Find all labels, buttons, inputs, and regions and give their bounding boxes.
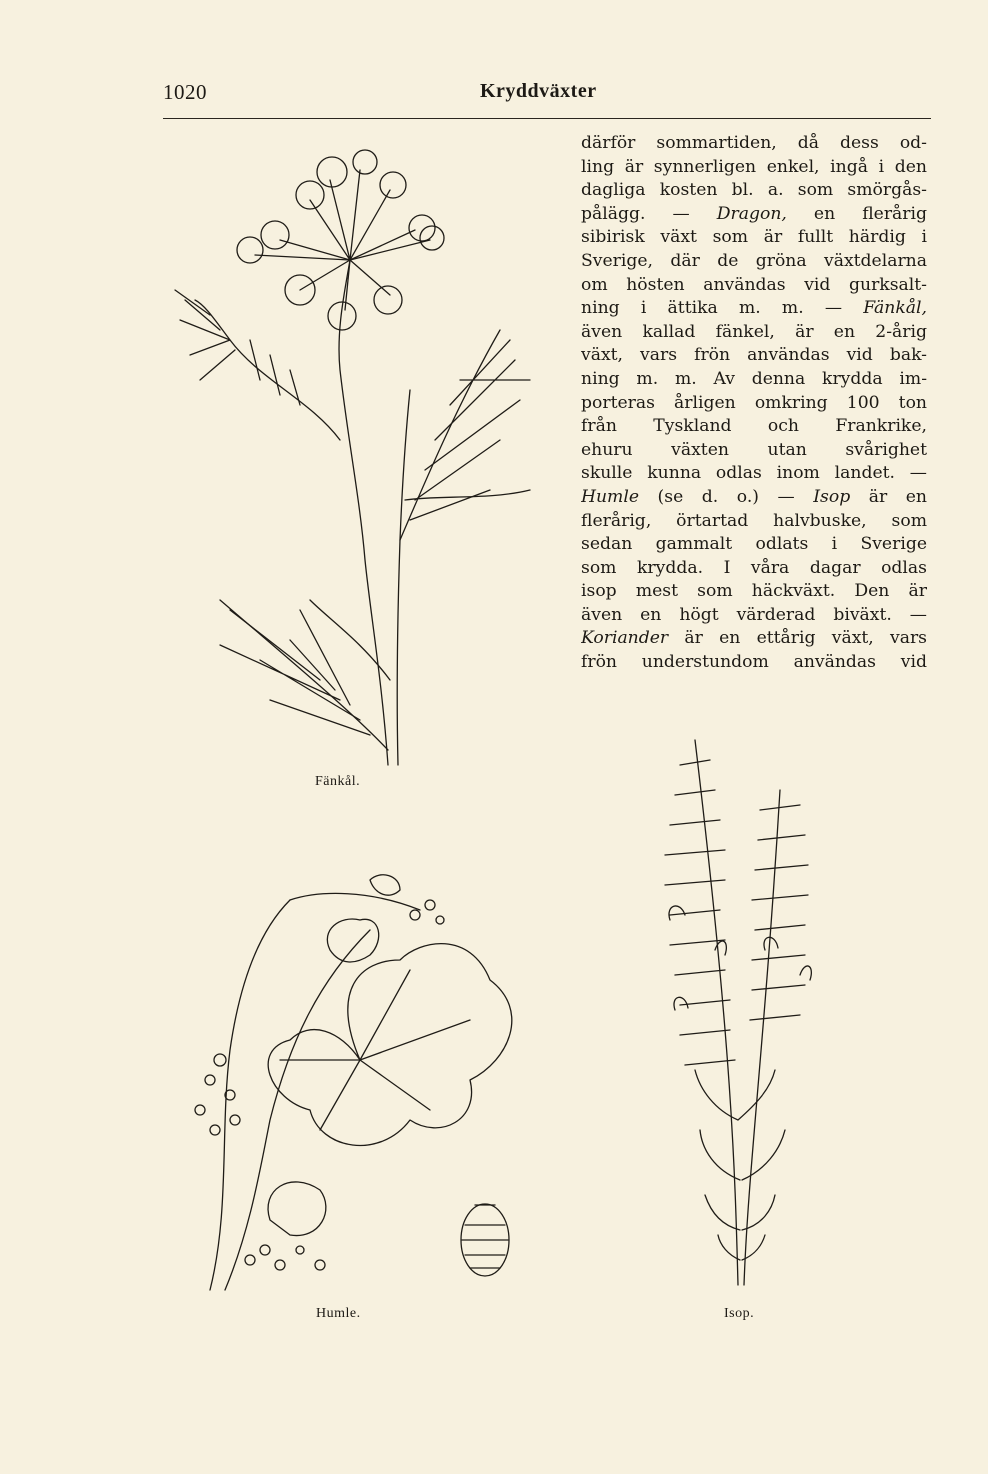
text-line: ning m. m. Av denna krydda im-	[581, 368, 927, 389]
term-isop: Isop	[813, 486, 851, 507]
text-line: växt, vars frön användas vid bak-	[581, 345, 927, 366]
text-line: dagliga kosten bl. a. som smörgås-	[581, 180, 927, 201]
running-head: Kryddväxter	[480, 80, 597, 102]
hop-illustration	[170, 870, 530, 1300]
term-humle: Humle	[581, 486, 640, 507]
text-line: sibirisk växt som är fullt härdig i	[581, 227, 927, 248]
body-text-column	[581, 132, 927, 675]
text-line: frön understundom användas vid	[581, 652, 927, 673]
text-line: porteras årligen omkring 100 ton	[581, 392, 927, 413]
hyssop-illustration	[640, 720, 840, 1290]
text-line: Koriander är en ettårig växt, vars	[581, 628, 927, 649]
caption-humle: Humle.	[316, 1306, 361, 1321]
term-fankal: Fänkål,	[863, 298, 927, 319]
text-line: därför sommartiden, då dess od-	[581, 133, 927, 153]
term-dragon: Dragon,	[716, 203, 787, 224]
text-line: skulle kunna odlas inom landet. —	[581, 463, 927, 484]
text-line: isop mest som häckväxt. Den är	[581, 581, 927, 602]
text-line: Humle (se d. o.) — Isop är en	[581, 486, 927, 507]
text-line: även kallad fänkel, är en 2-årig	[581, 321, 927, 342]
text-line: pålägg. — Dragon, en flerårig	[581, 203, 927, 224]
term-koriander: Koriander	[581, 628, 669, 649]
text-line: Sverige, där de gröna växtdelarna	[581, 250, 927, 271]
text-line: ning i ättika m. m. — Fänkål,	[581, 298, 927, 319]
text-line: från Tyskland och Frankrike,	[581, 416, 927, 437]
text-line: ehuru växten utan svårighet	[581, 439, 927, 460]
text-line: som krydda. I våra dagar odlas	[581, 557, 927, 578]
caption-fankal: Fänkål.	[315, 774, 361, 789]
text-line: flerårig, örtartad halvbuske, som	[581, 510, 927, 531]
text-line: även en högt värderad biväxt. —	[581, 604, 927, 625]
caption-isop: Isop.	[724, 1306, 755, 1321]
fennel-illustration	[160, 140, 540, 770]
text-line: ling är synnerligen enkel, ingå i den	[581, 156, 927, 177]
text-line: sedan gammalt odlats i Sverige	[581, 534, 927, 555]
page-number: 1020	[163, 80, 207, 104]
header-rule	[163, 118, 931, 119]
text-line: om hösten användas vid gurksalt-	[581, 274, 927, 295]
